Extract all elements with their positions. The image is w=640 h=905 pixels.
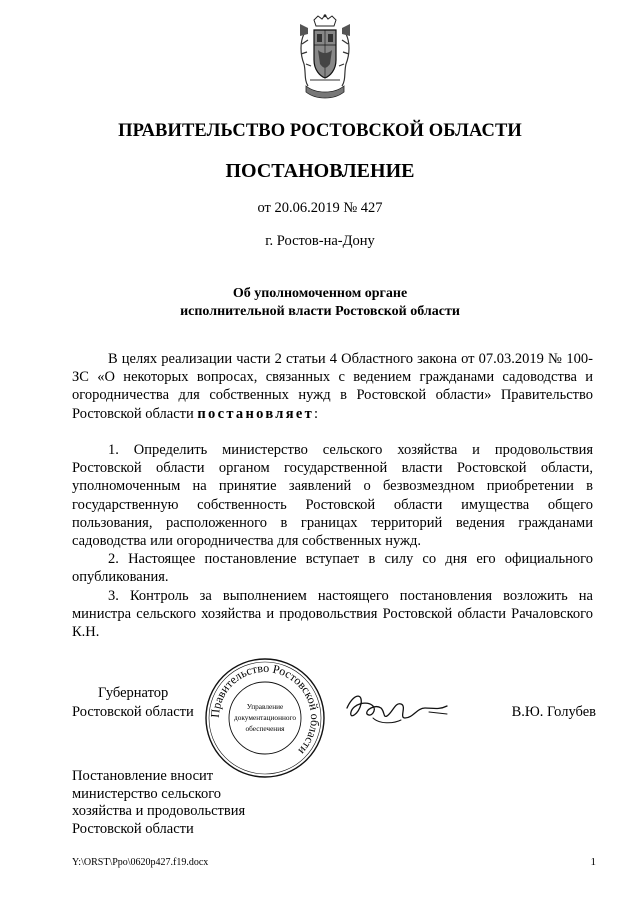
document-subject [0,285,640,321]
preamble-text: В целях реализации части 2 статьи 4 Областного закона от 07.03.2019 № 100-ЗС «О некоторых вопросах, связанных с ведением гражданами садоводства и огородничества для собственных нужд в Ростовской области» Правительство Ростовской области [72,351,593,422]
handwritten-signature-icon [343,688,451,730]
seal-center-line-2: документационного [233,713,297,722]
decree-item-2: 2. Настоящее постановление вступает в силу со дня его официального опубликования. [72,551,593,586]
subject-line-1: Об уполномоченном органе [232,286,408,301]
signatory-position [72,684,194,721]
subject-line-2: исполнительной власти Ростовской области [180,304,460,319]
seal-center-line-3: обеспечения [245,724,285,733]
file-path: Y:\ORST\Ppo\0620p427.f19.docx [72,857,209,868]
seal-ring-text: Правительство Ростовской области [207,660,323,758]
decree-item-1: 1. Определить министерство сельского хозяйства и продовольствия Ростовской области органом государственной власти Ростовской области, уполномоченным на принятие заявлений о безвозмездном приобретении в государственную собственность Ростовской области имущества общего пользования, расположенного в границах территорий ведения гражданами садоводства или огородничества для собственных нужд. [72,442,593,550]
government-title: ПРАВИТЕЛЬСТВО РОСТОВСКОЙ ОБЛАСТИ [118,121,522,141]
decree-items [72,441,593,641]
signatory-position-line-1: Губернатор [98,685,169,701]
author-line-4: Ростовской области [72,820,194,837]
author-line-2: министерство сельского [72,785,222,802]
decree-item-3: 3. Контроль за выполнением настоящего постановления возложить на министра сельского хозяйства и продовольствия Ростовской области Рачаловского К.Н. [72,587,593,641]
page-number: 1 [590,856,596,868]
date-number: от 20.06.2019 № 427 [257,200,383,216]
official-seal [204,657,326,779]
signatory-position-line-2: Ростовской области [72,703,194,720]
document-type: ПОСТАНОВЛЕНИЕ [225,160,415,182]
signatory-name: В.Ю. Голубев [511,704,596,720]
preamble [72,350,593,423]
author-line-3: хозяйства и продовольствия [72,803,246,820]
rostov-oblast-coat-of-arms-icon [296,14,354,102]
decree-word: постановляет [197,405,315,422]
preamble-colon: : [314,405,319,422]
author-note [72,768,245,838]
city: г. Ростов-на-Дону [265,233,375,249]
author-line-1: Постановление вносит [72,768,214,784]
seal-center-line-1: Управление [246,702,284,711]
